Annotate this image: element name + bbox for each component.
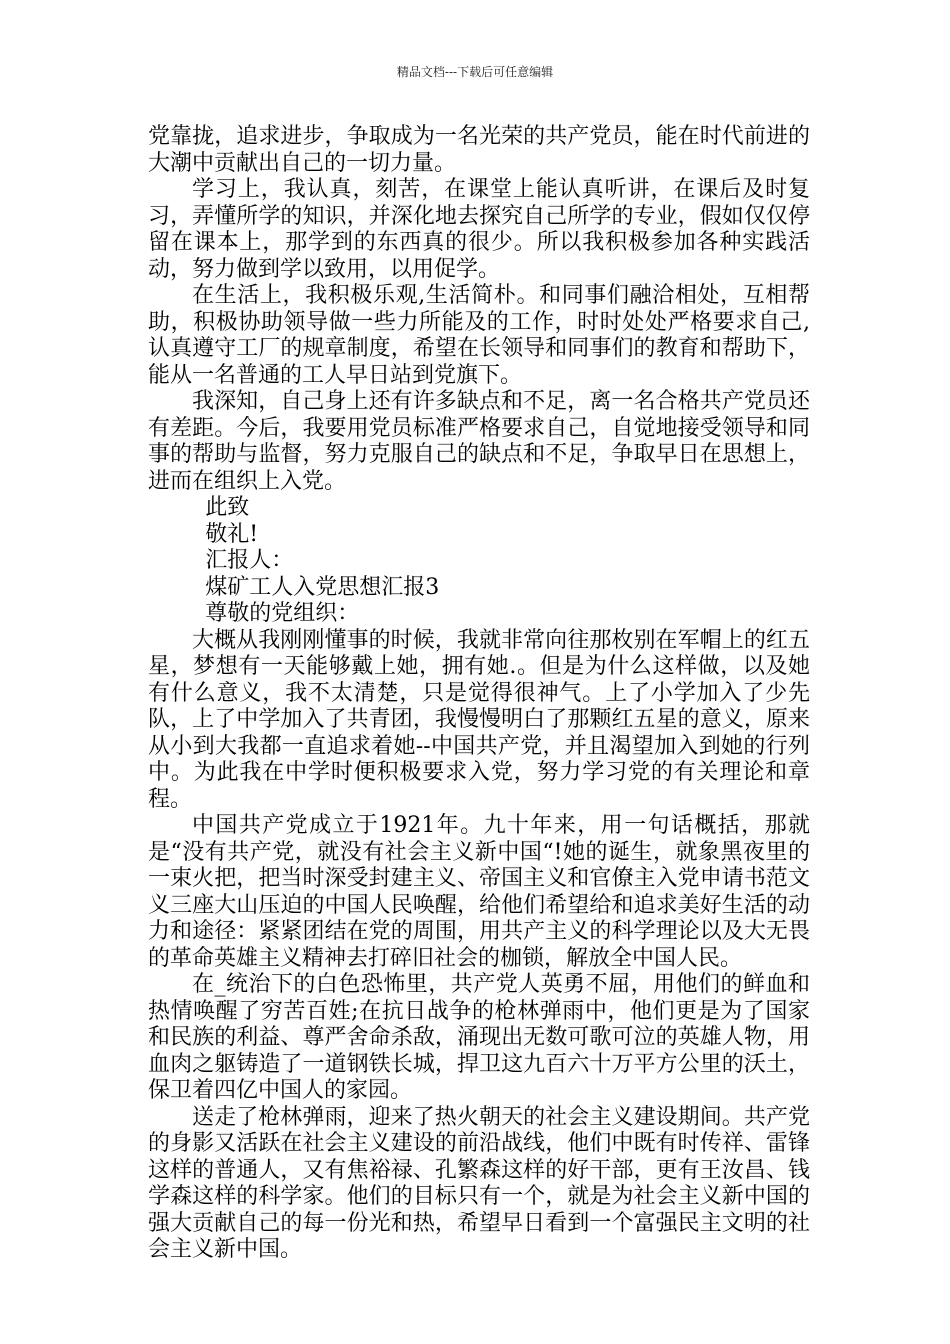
page-header: 精品文档---下载后可任意编辑: [396, 65, 554, 79]
paragraph-continuation: 党靠拢，追求进步，争取成为一名光荣的共产党员，能在时代前进的大潮中贡献出自己的一切力量。: [148, 124, 810, 176]
paragraph-red-star: 大概从我刚刚懂事的时候，我就非常向往那枚别在军帽上的红五星，梦想有一天能够戴上她，拥有她.。但是为什么这样做，以及她有什么意义，我不太清楚，只是觉得很神气。上了小学加入了少先队，上了中学加入了共青团，我慢慢明白了那颗红五星的意义，原来从小到大我都一直追求着她--中国共产党，并且渴望加入到她的行列中。为此我在中学时便积极要求入党，努力学习党的有关理论和章程。: [148, 627, 810, 812]
paragraph-study: 学习上，我认真，刻苦，在课堂上能认真听讲，在课后及时复习，弄懂所学的知识，并深化地去探究自己所学的专业，假如仅仅停留在课本上，那学到的东西真的很少。所以我积极参加各种实践活动，努力做到学以致用，以用促学。: [148, 177, 810, 282]
paragraph-socialist-construction: 送走了枪林弹雨，迎来了热火朝天的社会主义建设期间。共产党的身影又活跃在社会主义建设的前沿战线，他们中既有时传祥、雷锋这样的普通人，又有焦裕禄、孔繁森这样的好干部，更有王汝昌、钱学森这样的科学家。他们的目标只有一个，就是为社会主义新中国的强大贡献自己的每一份光和热，希望早日看到一个富强民主文明的社会主义新中国。: [148, 1104, 810, 1262]
reporter-line: 汇报人：: [205, 548, 294, 573]
paragraph-party-founding: 中国共产党成立于1921年。九十年来，用一句话概括，那就是“没有共产党，就没有社会主义新中国“!她的诞生，就象黑夜里的一束火把，把当时深受封建主义、帝国主义和官僚主入党申请书范文义三座大山压迫的中国人民唤醒，给他们希望给和追求美好生活的动力和途径：紧紧团结在党的周围，用共产主义的科学理论以及大无畏的革命英雄主义精神去打碎旧社会的枷锁，解放全中国人民。: [148, 813, 810, 971]
greeting-line: 尊敬的党组织：: [205, 601, 360, 626]
salutation-line: 敬礼!: [205, 521, 259, 547]
paragraph-shortcomings: 我深知，自己身上还有许多缺点和不足，离一名合格共产党员还有差距。今后，我要用党员标准严格要求自己，自觉地接受领导和同事的帮助与监督，努力克服自己的缺点和不足，争取早日在思想上，进而在组织上入党。: [148, 389, 810, 494]
document-body: [148, 124, 810, 1264]
paragraph-white-terror: 在_统治下的白色恐怖里，共产党人英勇不屈，用他们的鲜血和热情唤醒了穷苦百姓;在抗日战争的枪林弹雨中，他们更是为了国家和民族的利益、尊严舍命杀敌，涌现出无数可歌可泣的英雄人物，用血肉之躯铸造了一道钢铁长城，捍卫这九百六十万平方公里的沃土，保卫着四亿中国人的家园。: [148, 972, 810, 1103]
paragraph-life: 在生活上，我积极乐观,生活简朴。和同事们融洽相处，互相帮助，积极协助领导做一些力所能及的工作，时时处处严格要求自己,认真遵守工厂的规章制度，希望在长领导和同事们的教育和帮助下，能从一名普通的工人早日站到党旗下。: [148, 283, 810, 388]
closing-line: 此致: [205, 495, 250, 520]
section-title: 煤矿工人入党思想汇报3: [205, 574, 440, 600]
